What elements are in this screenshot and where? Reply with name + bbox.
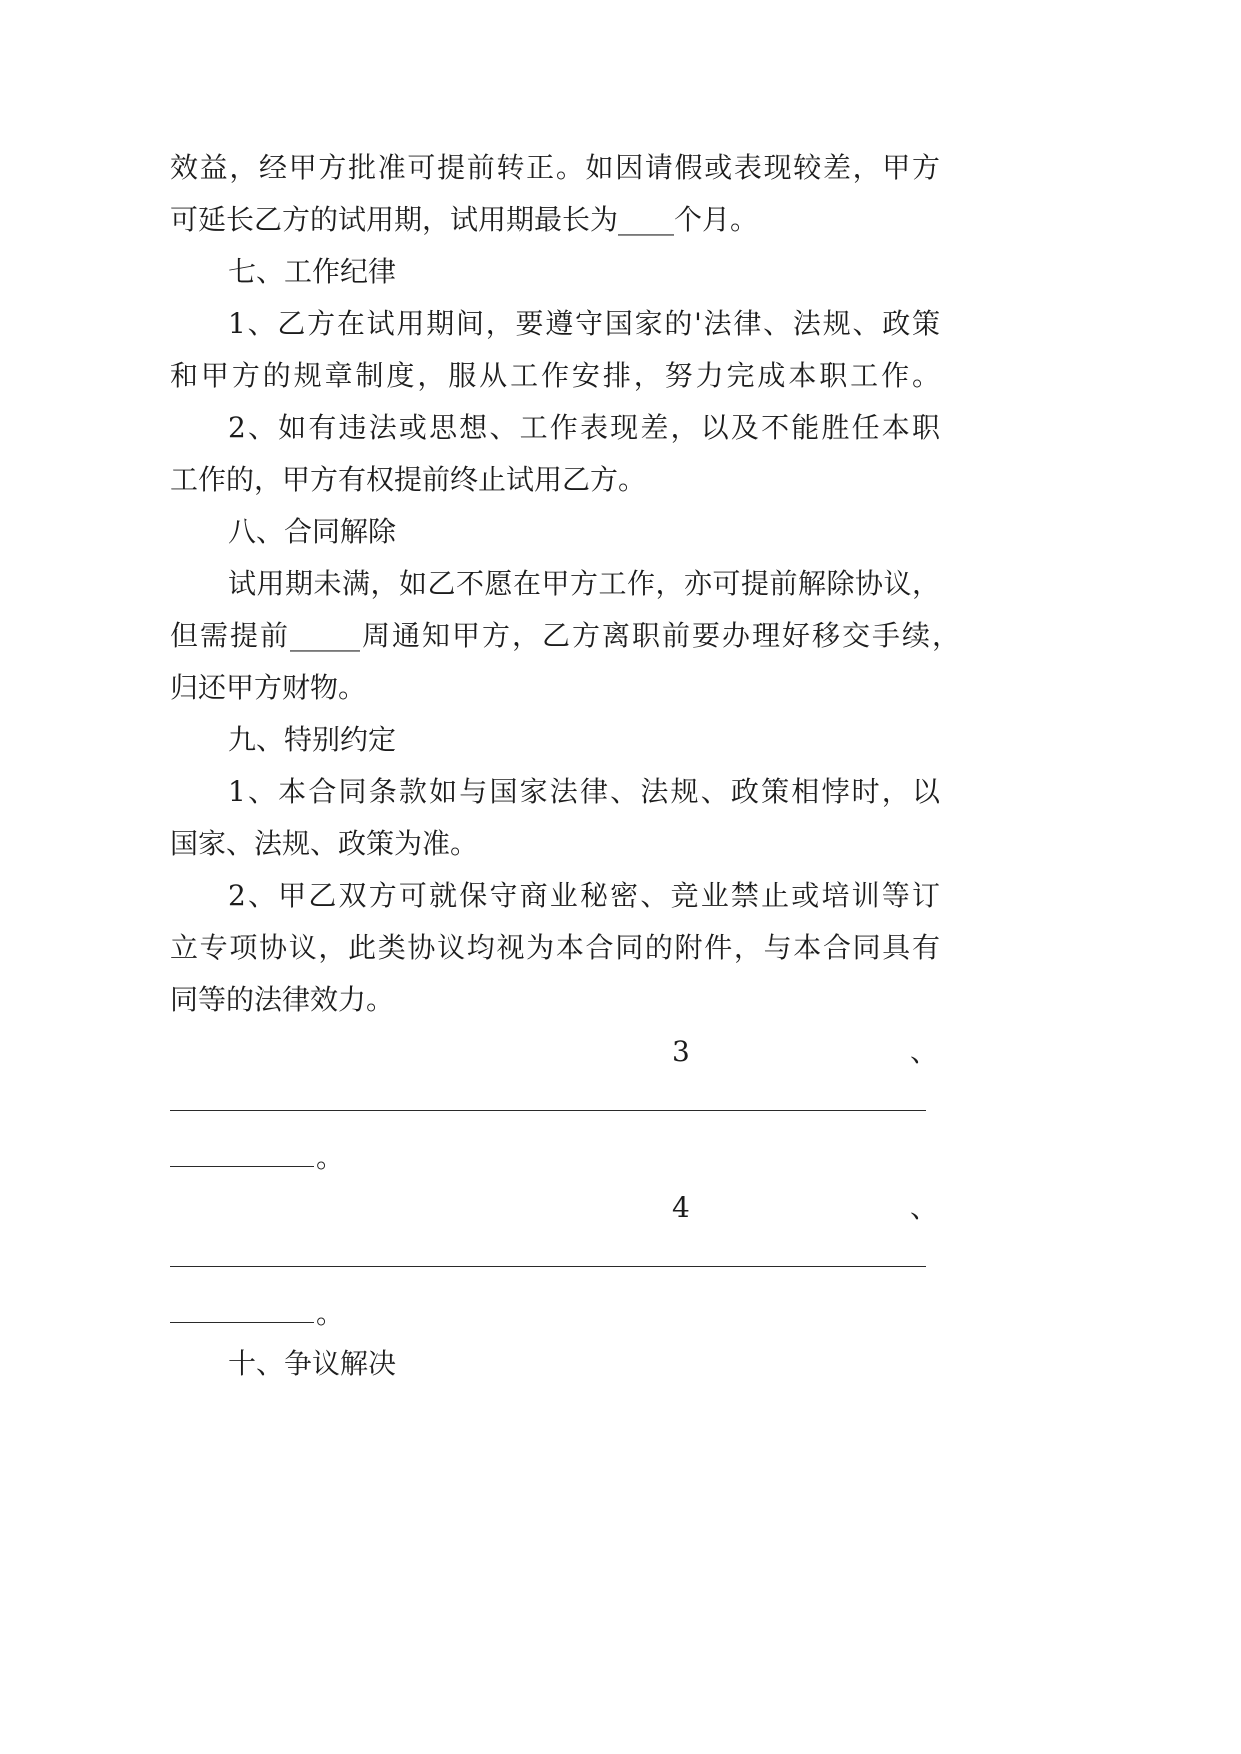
item-end-mark: 。 [316, 1297, 345, 1330]
section-heading: 十、争议解决 [228, 1347, 397, 1380]
paragraph-line: 1、本合同条款如与国家法律、法规、政策相悖时，以 [228, 775, 940, 808]
item-mark: 、 [910, 1035, 939, 1068]
paragraph-line: 归还甲方财物。 [170, 671, 367, 704]
blank-underline [170, 1322, 314, 1323]
paragraph-line: 国家、法规、政策为准。 [170, 827, 479, 860]
section-heading: 八、合同解除 [228, 515, 397, 548]
item-number: 4 [672, 1191, 690, 1224]
paragraph-line: 和甲方的规章制度，服从工作安排，努力完成本职工作。 [170, 359, 940, 392]
paragraph-line: 2、如有违法或思想、工作表现差，以及不能胜任本职 [228, 411, 940, 444]
paragraph-line: 可延长乙方的试用期，试用期最长为____个月。 [170, 203, 759, 236]
paragraph-line: 试用期未满，如乙不愿在甲方工作，亦可提前解除协议， [228, 567, 940, 600]
item-end-mark: 。 [316, 1141, 345, 1174]
paragraph-line: 立专项协议，此类协议均视为本合同的附件，与本合同具有 [170, 931, 940, 964]
blank-underline [170, 1110, 926, 1111]
section-heading: 九、特别约定 [228, 723, 397, 756]
section-heading: 七、工作纪律 [228, 255, 397, 288]
item-mark: 、 [910, 1191, 939, 1224]
paragraph-line: 工作的，甲方有权提前终止试用乙方。 [170, 463, 647, 496]
blank-underline [170, 1166, 314, 1167]
item-number: 3 [672, 1035, 690, 1068]
paragraph-line: 同等的法律效力。 [170, 983, 395, 1016]
blank-underline [170, 1266, 926, 1267]
paragraph-line: 效益，经甲方批准可提前转正。如因请假或表现较差，甲方 [170, 151, 940, 184]
paragraph-line: 1、乙方在试用期间，要遵守国家的'法律、法规、政策 [228, 307, 940, 340]
paragraph-line: 但需提前_____周通知甲方，乙方离职前要办理好移交手续， [170, 619, 960, 652]
paragraph-line: 2、甲乙双方可就保守商业秘密、竞业禁止或培训等订 [228, 879, 940, 912]
